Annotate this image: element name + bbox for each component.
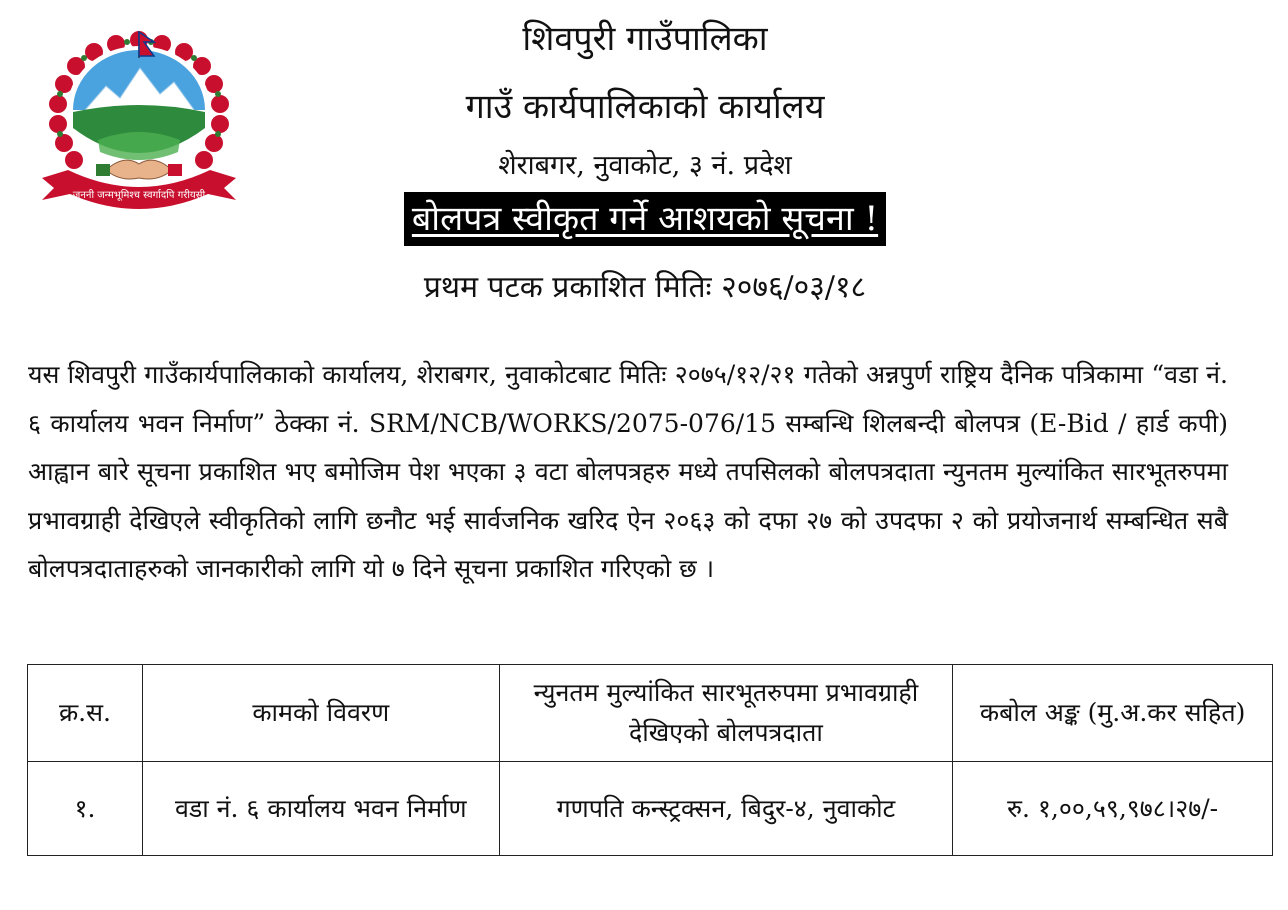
municipality-name: शिवपुरी गाउँपालिका: [522, 19, 768, 59]
notice-banner: [300, 192, 990, 246]
nepal-emblem-icon: [28, 28, 250, 210]
column-header-bid-amount: कबोल अङ्क (मु.अ.कर सहित): [953, 665, 1273, 762]
cell-bid-amount: रु. १,००,५९,९७८।२७/-: [953, 762, 1273, 856]
column-header-bidder: न्युनतम मुल्यांकित सारभूतरुपमा प्रभावग्राही देखिएको बोलपत्रदाता: [499, 665, 953, 762]
office-address: शेराबगर, नुवाकोट, ३ नं. प्रदेश: [498, 150, 792, 181]
table-row: [28, 762, 1273, 856]
cell-serial: १.: [28, 762, 143, 856]
cell-bidder: गणपति कन्स्ट्रक्सन, बिदुर-४, नुवाकोट: [499, 762, 953, 856]
column-header-work-description: कामको विवरण: [142, 665, 499, 762]
notice-body: यस शिवपुरी गाउँकार्यपालिकाको कार्यालय, शेराबगर, नुवाकोटबाट मितिः २०७५/१२/२१ गतेको अन्नपुर्ण राष्ट्रिय दैनिक पत्रिकामा “वडा नं. ६ कार्यालय भवन निर्माण” ठेक्का नं. SRM/NCB/WORKS/2075-076/15 सम्बन्धि शिलबन्दी बोलपत्र (E-Bid / हार्ड कपी) आह्वान बारे सूचना प्रकाशित भए बमोजिम पेश भएका ३ वटा बोलपत्रहरु मध्ये तपसिलको बोलपत्रदाता न्युनतम मुल्यांकित सारभूतरुपमा प्रभावग्राही देखिएले स्वीकृतिको लागि छनौट भई सार्वजनिक खरिद ऐन २०६३ को दफा २७ को उपदफा २ को प्रयोजनार्थ सम्बन्धित सबै बोलपत्रदाताहरुको जानकारीको लागि यो ७ दिने सूचना प्रकाशित गरिएको छ ।: [28, 360, 1228, 583]
column-header-serial: क्र.स.: [28, 665, 143, 762]
executive-office-title: गाउँ कार्यपालिकाको कार्यालय: [465, 87, 825, 127]
bid-award-table: [27, 664, 1273, 856]
published-date: प्रथम पटक प्रकाशित मितिः २०७६/०३/१८: [423, 270, 867, 305]
table-header-row: [28, 665, 1273, 762]
cell-work-description: वडा नं. ६ कार्यालय भवन निर्माण: [142, 762, 499, 856]
svg-text:जननी जन्मभूमिश्च स्वर्गादपि गर: जननी जन्मभूमिश्च स्वर्गादपि गरीयसी: [72, 190, 206, 201]
notice-title: बोलपत्र स्वीकृत गर्ने आशयको सूचना !: [404, 192, 886, 246]
